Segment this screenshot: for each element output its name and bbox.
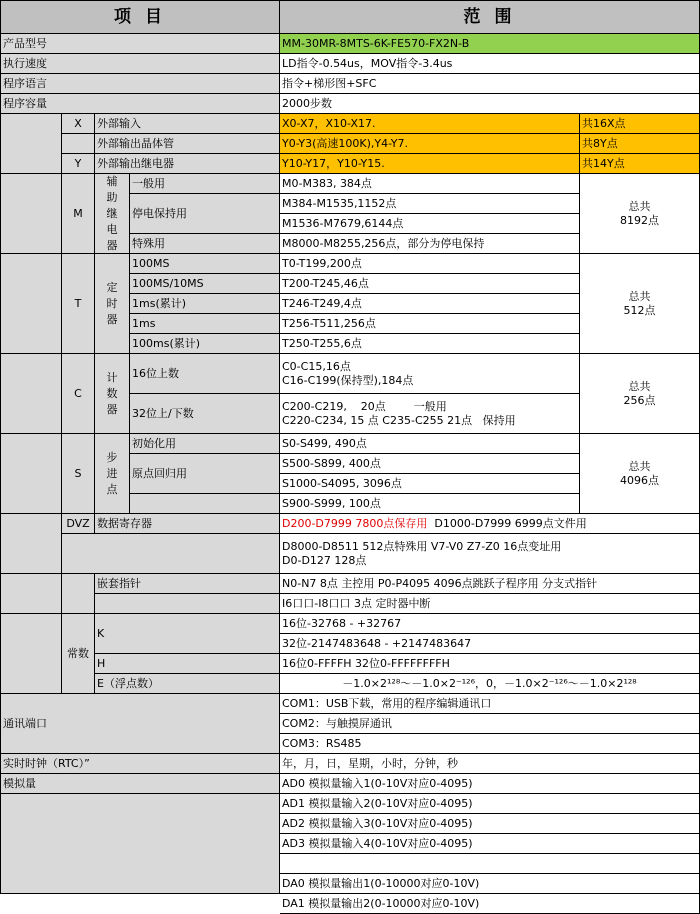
const-e-value: －1.0×2¹²⁸～－1.0×2⁻¹²⁶，0，－1.0×2⁻¹²⁶～－1.0×2¹²⁸ xyxy=(280,674,700,694)
speed-label: 执行速度 xyxy=(0,54,280,74)
d-value-1-file: D1000-D7999 6999点文件用 xyxy=(427,516,587,530)
y-re-total: 共14Y点 xyxy=(580,154,700,174)
t-label-1: 100MS xyxy=(130,254,280,274)
c-total: 总共 256点 xyxy=(580,354,700,434)
t-code: T xyxy=(62,254,95,354)
const-h-value: 16位0-FFFFH 32位0-FFFFFFFFH xyxy=(280,654,700,674)
m-retain-label: 停电保持用 xyxy=(130,194,280,234)
const-k-value-2: 32位-2147483648 - +2147483647 xyxy=(280,634,700,654)
c-blank xyxy=(0,354,62,434)
analog-label: 模拟量 xyxy=(0,774,280,794)
const-k-label: K xyxy=(95,614,280,654)
comm-value-2: COM2：与触摸屏通讯 xyxy=(280,714,700,734)
nest-value-2: I6口口-I8口口 3点 定时器中断 xyxy=(280,594,700,614)
comm-label: 通讯端口 xyxy=(0,694,280,754)
analog-ad1: AD1 模拟量输入2(0-10V对应0-4095) xyxy=(280,794,700,814)
model-value: MM-30MR-8MTS-6K-FE570-FX2N-B xyxy=(280,34,700,54)
header-item: 项 目 xyxy=(0,0,280,34)
analog-blank-row xyxy=(280,854,700,874)
m-general-label: 一般用 xyxy=(130,174,280,194)
d-value-2: D8000-D8511 512点特殊用 V7-V0 Z7-Z0 16点变址用 D0-D127 128点 xyxy=(280,534,700,574)
s-code: S xyxy=(62,434,95,514)
analog-da1: DA1 模拟量输出2(0-10000对应0-10V) xyxy=(280,894,700,914)
nest-value-1: N0-N7 8点 主控用 P0-P4095 4096点跳跃子程序用 分支式指针 xyxy=(280,574,700,594)
analog-ad3: AD3 模拟量输入4(0-10V对应0-4095) xyxy=(280,834,700,854)
d-value-1 xyxy=(280,514,700,534)
m-total: 总共 8192点 xyxy=(580,174,700,254)
y-tr-code xyxy=(62,134,95,154)
const-e-label: E（浮点数） xyxy=(95,674,280,694)
analog-da0: DA0 模拟量输出1(0-10000对应0-10V) xyxy=(280,874,700,894)
analog-blank xyxy=(0,794,280,894)
s-home-value-2: S1000-S4095, 3096点 xyxy=(280,474,580,494)
t-total: 总共 512点 xyxy=(580,254,700,354)
t-label-4: 1ms xyxy=(130,314,280,334)
m-code: M xyxy=(62,174,95,254)
io-blank xyxy=(0,114,62,174)
t-group: 定 时 器 xyxy=(95,254,130,354)
const-blank xyxy=(0,614,62,694)
s-init-value: S0-S499, 490点 xyxy=(280,434,580,454)
const-k-value-1: 16位-32768 - +32767 xyxy=(280,614,700,634)
analog-ad0: AD0 模拟量输入1(0-10V对应0-4095) xyxy=(280,774,700,794)
s-blank xyxy=(0,434,62,514)
m-special-value: M8000-M8255,256点，部分为停电保持 xyxy=(280,234,580,254)
c-code: C xyxy=(62,354,95,434)
const-h-label: H xyxy=(95,654,280,674)
x-value: X0-X7，X10-X17. xyxy=(280,114,580,134)
analog-ad2: AD2 模拟量输入3(0-10V对应0-4095) xyxy=(280,814,700,834)
s-init-label: 初始化用 xyxy=(130,434,280,454)
s-total: 总共 4096点 xyxy=(580,434,700,514)
comm-value-3: COM3：RS485 xyxy=(280,734,700,754)
x-code: X xyxy=(62,114,95,134)
d-code: DVZ xyxy=(62,514,95,534)
m-retain-value-2: M1536-M7679,6144点 xyxy=(280,214,580,234)
d-label: 数据寄存器 xyxy=(95,514,280,534)
s-blank-label xyxy=(130,494,280,514)
s-value-3: S900-S999, 100点 xyxy=(280,494,580,514)
y-re-code: Y xyxy=(62,154,95,174)
s-group: 步 进 点 xyxy=(95,434,130,514)
m-blank xyxy=(0,174,62,254)
c-group: 计 数 器 xyxy=(95,354,130,434)
c-32bit-label: 32位上/下数 xyxy=(130,394,280,434)
d-blank xyxy=(0,514,62,574)
model-label: 产品型号 xyxy=(0,34,280,54)
const-group: 常数 xyxy=(62,614,95,694)
t-value-1: T0-T199,200点 xyxy=(280,254,580,274)
c-32bit-value: C200-C219, 20点 一般用 C220-C234, 15 点 C235-C255 21点 保持用 xyxy=(280,394,580,434)
y-tr-value: Y0-Y3(高速100K),Y4-Y7. xyxy=(280,134,580,154)
speed-value: LD指令-0.54us，MOV指令-3.4us xyxy=(280,54,700,74)
s-home-label: 原点回归用 xyxy=(130,454,280,494)
rtc-value: 年，月，日，星期，小时，分钟，秒 xyxy=(280,754,700,774)
nest-label: 嵌套指针 xyxy=(95,574,280,594)
m-retain-value-1: M384-M1535,1152点 xyxy=(280,194,580,214)
m-general-value: M0-M383, 384点 xyxy=(280,174,580,194)
t-label-5: 100ms(累计) xyxy=(130,334,280,354)
nest-blank-2 xyxy=(62,574,95,614)
y-tr-label: 外部输出晶体管 xyxy=(95,134,280,154)
t-value-2: T200-T245,46点 xyxy=(280,274,580,294)
s-home-value-1: S500-S899, 400点 xyxy=(280,454,580,474)
language-value: 指令+梯形图+SFC xyxy=(280,74,700,94)
nest-blank xyxy=(0,574,62,614)
y-re-value: Y10-Y17，Y10-Y15. xyxy=(280,154,580,174)
capacity-label: 程序容量 xyxy=(0,94,280,114)
capacity-value: 2000步数 xyxy=(280,94,700,114)
y-tr-total: 共8Y点 xyxy=(580,134,700,154)
x-label: 外部输入 xyxy=(95,114,280,134)
d-blank-2 xyxy=(62,534,280,574)
m-special-label: 特殊用 xyxy=(130,234,280,254)
m-group: 辅 助 继 电 器 xyxy=(95,174,130,254)
y-re-label: 外部输出继电器 xyxy=(95,154,280,174)
header-range: 范 围 xyxy=(280,0,700,34)
t-value-4: T256-T511,256点 xyxy=(280,314,580,334)
x-total: 共16X点 xyxy=(580,114,700,134)
rtc-label: 实时时钟（RTC）” xyxy=(0,754,280,774)
t-value-3: T246-T249,4点 xyxy=(280,294,580,314)
comm-value-1: COM1：USB下载，常用的程序编辑通讯口 xyxy=(280,694,700,714)
nest-blank-3 xyxy=(95,594,280,614)
d-value-1-saved: D200-D7999 7800点保存用 xyxy=(282,516,428,530)
t-label-2: 100MS/10MS xyxy=(130,274,280,294)
t-value-5: T250-T255,6点 xyxy=(280,334,580,354)
c-16bit-value: C0-C15,16点 C16-C199(保持型),184点 xyxy=(280,354,580,394)
t-label-3: 1ms(累计) xyxy=(130,294,280,314)
c-16bit-label: 16位上数 xyxy=(130,354,280,394)
language-label: 程序语言 xyxy=(0,74,280,94)
t-blank xyxy=(0,254,62,354)
